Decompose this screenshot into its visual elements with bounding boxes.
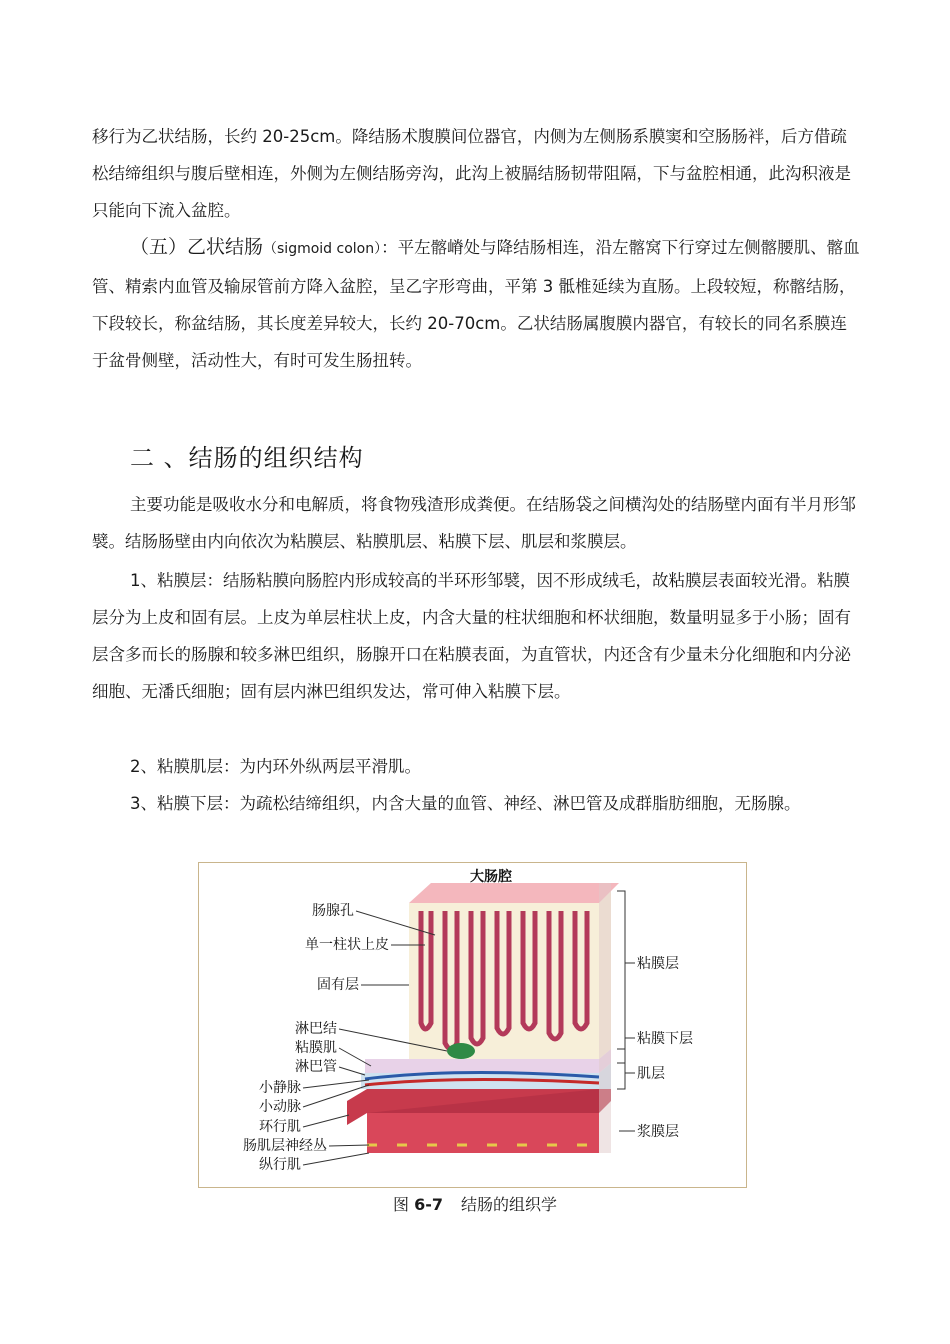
paragraph-muscularis-mucosae: 2、粘膜肌层：为内环外纵两层平滑肌。 (130, 757, 421, 776)
label-submucosa: 粘膜下层 (637, 1031, 693, 1047)
colon-diagram (199, 863, 746, 1187)
longitudinal-muscle-front (367, 1113, 599, 1153)
label-circular-muscle: 环行肌 (259, 1119, 301, 1135)
lumen-surface (409, 883, 619, 903)
label-lumen: 大肠腔 (470, 869, 512, 885)
label-epithelium: 单一柱状上皮 (305, 937, 389, 953)
paragraph-descending-colon: 移行为乙状结肠，长约 20-25cm。降结肠术腹膜间位器官，内侧为左侧肠系膜窦和空肠肠袢，后方借疏松结缔组织与腹后壁相连，外侧为左侧结肠旁沟，此沟上被膈结肠韧带阻隔，下与盆腔相通，此沟积液是只能向下流入盆腔。 (92, 127, 851, 220)
label-lamina-propria: 固有层 (317, 977, 359, 993)
right-labels (637, 955, 693, 1140)
paragraph-sigmoid-colon (92, 229, 860, 379)
sigmoid-term: （sigmoid colon） (263, 241, 382, 257)
figure-caption (0, 1192, 950, 1215)
label-gland-pore: 肠腺孔 (312, 903, 354, 919)
label-muscle-layer: 肌层 (637, 1066, 665, 1082)
sigmoid-body: ：平左髂嵴处与降结肠相连，沿左髂窝下行穿过左侧髂腰肌、髂血管、精索内血管及输尿管前方降入盆腔，呈乙字形弯曲，平第 3 骶椎延续为直肠。上段较短，称髂结肠，下段较长，称盆结肠，其长度差异较大，长约 20-70cm。乙状结肠属腹膜内器官，有较长的同名系膜连于盆骨侧壁，活动性大，有时可发生肠扭转。 (92, 238, 860, 370)
label-myenteric-plexus: 肠肌层神经丛 (243, 1138, 327, 1154)
caption-prefix: 图 (392, 1195, 415, 1214)
paragraph-main-function: 主要功能是吸收水分和电解质，将食物残渣形成粪便。在结肠袋之间横沟处的结肠壁内面有半月形邹襞。结肠肠壁由内向依次为粘膜层、粘膜肌层、粘膜下层、肌层和浆膜层。 (92, 495, 856, 551)
caption-number: 6-7 (414, 1195, 443, 1214)
label-mucosa: 粘膜层 (637, 956, 679, 972)
label-small-vein: 小静脉 (259, 1080, 301, 1096)
label-lymphatic: 淋巴管 (295, 1059, 337, 1075)
paragraph-submucosa: 3、粘膜下层：为疏松结缔组织，内含大量的血管、神经、淋巴管及成群脂肪细胞，无肠腺。 (130, 794, 801, 813)
sigmoid-heading: （五）乙状结肠 (130, 236, 264, 258)
colon-histology-figure (198, 862, 747, 1188)
right-brackets (617, 891, 635, 1131)
label-small-artery: 小动脉 (259, 1099, 301, 1115)
caption-text: 结肠的组织学 (460, 1195, 557, 1214)
section-title: 二 、结肠的组织结构 (130, 444, 364, 472)
label-muscularis-mucosae: 粘膜肌 (295, 1040, 337, 1056)
label-serosa: 浆膜层 (637, 1124, 679, 1140)
label-longitudinal-muscle: 纵行肌 (259, 1157, 301, 1173)
label-lymph-node: 淋巴结 (295, 1021, 337, 1037)
lymph-node (447, 1043, 475, 1059)
paragraph-mucosa: 1、粘膜层：结肠粘膜向肠腔内形成较高的半环形邹襞，因不形成绒毛，故粘膜层表面较光滑。粘膜层分为上皮和固有层。上皮为单层柱状上皮，内含大量的柱状细胞和杯状细胞，数量明显多于小肠；固有层含多而长的肠腺和较多淋巴组织，肠腺开口在粘膜表面，为直管状，内还含有少量未分化细胞和内分泌细胞、无潘氏细胞；固有层内淋巴组织发达，常可伸入粘膜下层。 (92, 571, 851, 701)
